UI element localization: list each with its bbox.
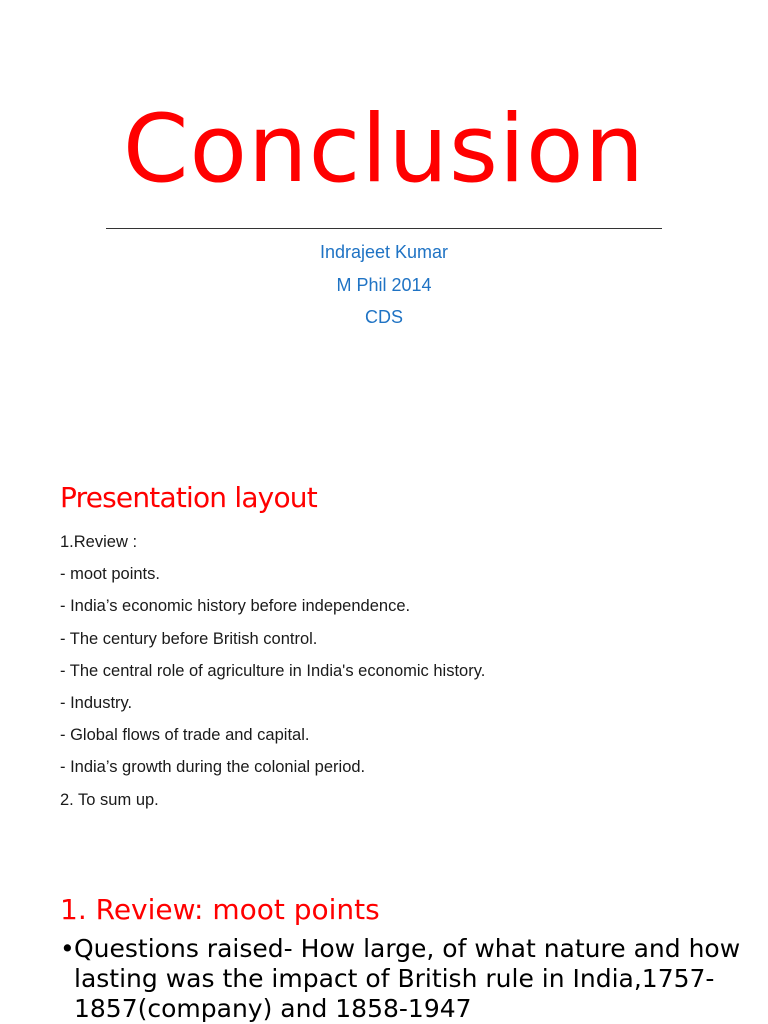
- layout-item-sum-up: 2. To sum up.: [60, 790, 159, 809]
- layout-item-agriculture: - The central role of agriculture in India's economic history.: [60, 661, 486, 680]
- layout-item-economic-history: - India’s economic history before independence.: [60, 597, 411, 616]
- bullet-dot-icon: •: [60, 934, 75, 963]
- layout-item-colonial-growth: - India’s growth during the colonial period.: [60, 758, 366, 777]
- layout-item-global-flows: - Global flows of trade and capital.: [60, 726, 310, 745]
- review-slide: [0, 860, 768, 1024]
- author-institution: CDS: [364, 307, 403, 327]
- layout-item-moot-points: - moot points.: [60, 565, 160, 584]
- layout-heading: Presentation layout: [60, 481, 317, 514]
- layout-item-review: 1.Review :: [60, 533, 138, 551]
- title-divider: [106, 228, 662, 229]
- review-bullet: [60, 934, 750, 1024]
- review-bullet-text: Questions raised- How large, of what nature and how lasting was the impact of British rule in India,1757-1857(company) and 1858-1947: [74, 934, 741, 1023]
- review-heading: 1. Review: moot points: [60, 893, 380, 926]
- author-block: [0, 236, 768, 334]
- layout-list: [60, 526, 485, 816]
- author-program: M Phil 2014: [336, 274, 432, 295]
- slide-title: Conclusion: [122, 95, 646, 204]
- layout-item-century-before: - The century before British control.: [60, 629, 318, 648]
- author-name: Indrajeet Kumar: [319, 242, 449, 262]
- layout-item-industry: - Industry.: [60, 694, 133, 713]
- layout-slide: [0, 440, 768, 860]
- title-slide: [0, 0, 768, 440]
